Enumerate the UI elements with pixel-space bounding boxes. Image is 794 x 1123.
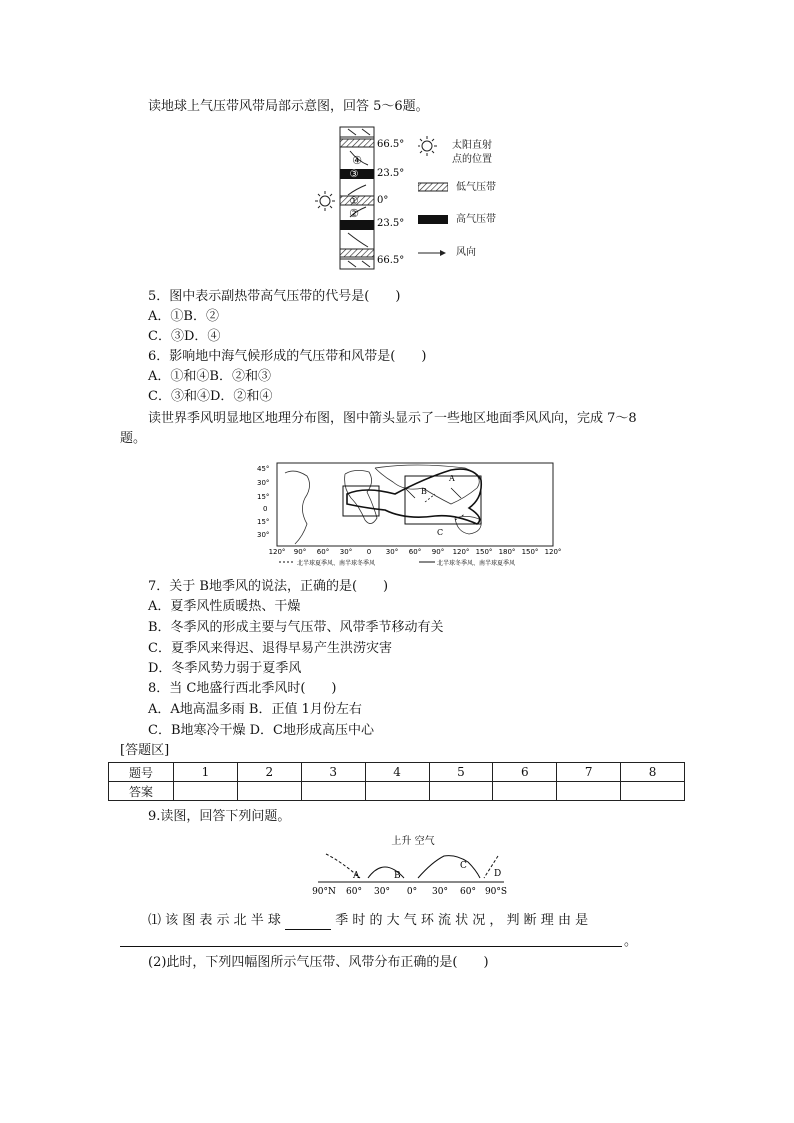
lat-tick: 15° (257, 493, 270, 501)
lon-tick: 90° (293, 548, 307, 556)
label-2: ② (349, 207, 359, 220)
question-9-1-line (148, 912, 588, 930)
answer-table (108, 762, 685, 801)
label-4: ④ (352, 154, 362, 167)
axis-label: 0° (406, 887, 418, 897)
lat-label: 66.5° (377, 255, 405, 266)
map-legend-1: 北半球夏季风、南半球冬季风 (297, 560, 376, 567)
point-B: B (421, 487, 427, 496)
question-5: 5．图中表示副热带高气压带的代号是( ) (148, 289, 401, 304)
point-A: A (449, 474, 455, 483)
axis-label: 90°S (484, 887, 508, 897)
fig3-title: 上升 空气 (391, 836, 435, 847)
blank-reason[interactable] (120, 946, 622, 947)
label-3: ③ (349, 169, 359, 180)
axis-label: 60° (460, 887, 476, 897)
intro-text-2-cont: 题。 (120, 431, 147, 446)
question-5-options-cd: C．③D．④ (148, 329, 221, 344)
question-6-options-cd: C．③和④D．②和④ (148, 389, 273, 404)
point-C: C (460, 861, 467, 871)
legend-sun-label-1: 太阳直射 (452, 140, 492, 151)
question-8: 8．当 C地盛行西北季风时( ) (148, 681, 337, 696)
axis-label: 30° (374, 887, 390, 897)
intro-text-2: 读世界季风明显地区地理分布图，图中箭头显示了一些地区地面季风风向，完成 7～8 (148, 411, 637, 426)
question-8-options-cd: C．B地寒冷干燥 D．C地形成高压中心 (148, 723, 375, 738)
point-D: D (494, 869, 502, 879)
axis-label: 60° (346, 887, 362, 897)
point-A: A (353, 871, 360, 881)
lat-label: 23.5° (377, 218, 405, 229)
lon-tick: 30° (385, 548, 399, 556)
question-7-option-b: B．冬季风的形成主要与气压带、风带季节移动有关 (148, 620, 444, 635)
sun-legend-icon (418, 136, 437, 156)
lat-label: 23.5° (377, 168, 405, 179)
legend-high-label: 高气压带 (456, 214, 496, 225)
lon-tick: 120° (452, 548, 470, 556)
lon-tick: 60° (316, 548, 330, 556)
table-cell-number: 1 (174, 763, 238, 782)
question-7-option-a: A．夏季风性质暖热、干燥 (148, 599, 301, 614)
table-cell-number: 2 (237, 763, 301, 782)
question-9-1-mid: 季 时 的 大 气 环 流 状 况 ， 判 断 理 由 是 (335, 913, 589, 928)
table-row-answers (109, 782, 685, 801)
lon-tick: 150° (475, 548, 493, 556)
lat-tick: 15° (257, 518, 270, 526)
lon-tick: 60° (408, 548, 422, 556)
legend-sun-label-2: 点的位置 (452, 154, 492, 165)
lat-label: 66.5° (377, 139, 405, 150)
legend-low-label: 低气压带 (456, 182, 496, 193)
question-7: 7．关于 B地季风的说法，正确的是( ) (148, 579, 389, 594)
question-9-1-end: 。 (624, 934, 638, 949)
map-frame (277, 463, 553, 546)
point-B: B (394, 871, 401, 881)
map-legend-2: 北半球冬季风、南半球夏季风 (437, 560, 516, 567)
high-pressure-belt-30S (340, 220, 374, 230)
answer-cell-7[interactable] (557, 782, 621, 801)
axis-label: 30° (432, 887, 448, 897)
answer-cell-6[interactable] (493, 782, 557, 801)
answer-cell-8[interactable] (621, 782, 685, 801)
intro-text-1: 读地球上气压带风带局部示意图，回答 5～6题。 (148, 99, 429, 114)
table-cell-number: 8 (621, 763, 685, 782)
lat-tick: 30° (257, 479, 270, 487)
table-head-number: 题号 (109, 763, 174, 782)
question-9-2: (2)此时，下列四幅图所示气压带、风带分布正确的是( ) (148, 955, 489, 970)
answer-cell-2[interactable] (237, 782, 301, 801)
answer-area-label: [答题区] (120, 743, 170, 758)
lon-tick: 150° (521, 548, 539, 556)
answer-cell-4[interactable] (365, 782, 429, 801)
table-cell-number: 7 (557, 763, 621, 782)
question-7-option-d: D．冬季风势力弱于夏季风 (148, 661, 302, 676)
label-1: ① (349, 196, 359, 207)
table-head-answer: 答案 (109, 782, 174, 801)
low-pressure-legend-swatch (418, 183, 448, 191)
lon-tick: 90° (431, 548, 445, 556)
table-cell-number: 5 (429, 763, 493, 782)
lon-tick: 30° (339, 548, 353, 556)
question-5-options-ab: A．①B．② (148, 309, 219, 324)
lon-tick: 180° (498, 548, 516, 556)
question-8-options-ab: A．A地高温多雨 B．正值 1月份左右 (148, 702, 362, 717)
question-9-1-pre: ⑴ 该 图 表 示 北 半 球 (148, 913, 281, 928)
sun-icon (315, 191, 335, 211)
table-cell-number: 3 (301, 763, 365, 782)
blank-season[interactable] (285, 915, 331, 930)
point-C: C (437, 528, 444, 537)
question-6-options-ab: A．①和④B．②和③ (148, 369, 271, 384)
answer-cell-5[interactable] (429, 782, 493, 801)
legend-wind-label: 风向 (456, 247, 476, 258)
question-7-option-c: C．夏季风来得迟、退得早易产生洪涝灾害 (148, 641, 392, 656)
table-cell-number: 4 (365, 763, 429, 782)
lon-tick: 120° (268, 548, 286, 556)
lat-tick: 45° (257, 465, 270, 473)
answer-cell-3[interactable] (301, 782, 365, 801)
table-row-numbers (109, 763, 685, 782)
low-pressure-belt-66S (340, 249, 374, 257)
lat-label: 0° (377, 195, 389, 206)
lat-tick: 0 (263, 505, 268, 513)
answer-cell-1[interactable] (174, 782, 238, 801)
high-pressure-legend-swatch (418, 215, 448, 224)
low-pressure-belt-66N (340, 139, 374, 147)
lon-tick: 0 (366, 548, 372, 556)
monsoon-map-figure (255, 458, 565, 568)
question-9: 9.读图，回答下列问题。 (148, 809, 291, 824)
fig1-legend-icons (418, 135, 448, 265)
lon-tick: 120° (544, 548, 562, 556)
circulation-figure (308, 832, 518, 900)
lat-tick: 30° (257, 531, 270, 539)
axis-label: 90°N (312, 887, 336, 897)
question-6: 6．影响地中海气候形成的气压带和风带是( ) (148, 349, 427, 364)
table-cell-number: 6 (493, 763, 557, 782)
